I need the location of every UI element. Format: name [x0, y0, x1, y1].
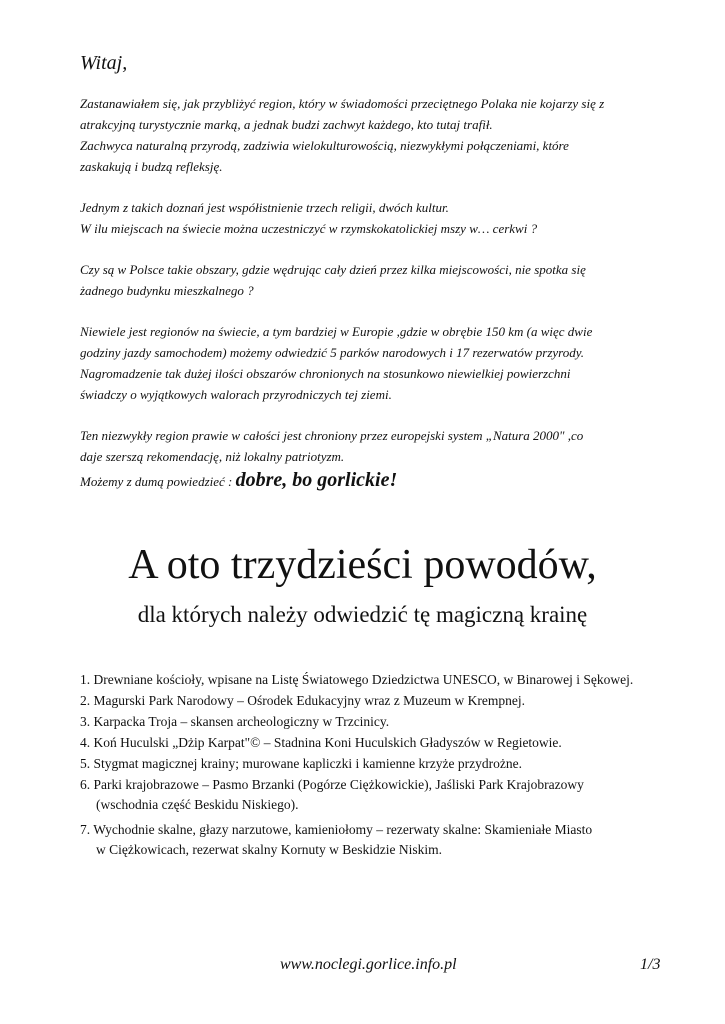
list-item: 2. Magurski Park Narodowy – Ośrodek Edukacyjny wraz z Muzeum w Krempnej. [80, 693, 526, 708]
intro-line: Czy są w Polsce takie obszary, gdzie wędrując cały dzień przez kilka miejscowości, nie spotka się [80, 262, 586, 277]
list-item: 4. Koń Huculski „Dżip Karpat"© – Stadnina Koni Huculskich Gładyszów w Regietowie. [80, 735, 562, 750]
intro-line: atrakcyjną turystycznie marką, a jednak budzi zachwyt każdego, kto tutaj trafił. [80, 117, 493, 132]
subheadline: dla których należy odwiedzić tę magiczną krainę [137, 602, 588, 627]
intro-line: godziny jazdy samochodem) możemy odwiedzić 5 parków narodowych i 17 rezerwatów przyrody. [80, 345, 585, 360]
headline: A oto trzydzieści powodów, [128, 542, 597, 588]
intro-line: żadnego budynku mieszkalnego ? [80, 283, 254, 298]
list-item-text: 6. Parki krajobrazowe – Pasmo Brzanki (Pogórze Ciężkowickie), Jaśliski Park Krajobrazowy [80, 777, 584, 792]
intro-line: Zachwyca naturalną przyrodą, zadziwia wielokulturowością, niezwykłymi połączeniami, które [80, 138, 569, 153]
intro-line: świadczy o wyjątkowych walorach przyrodniczych tej ziemi. [80, 387, 392, 402]
list-item [80, 775, 690, 815]
intro-line: Ten niezwykły region prawie w całości jest chroniony przez europejski system „Natura 2000" ,co [80, 428, 584, 443]
slogan-line [80, 470, 690, 492]
list-item: 1. Drewniane kościoły, wpisane na Listę Światowego Dziedzictwa UNESCO, w Binarowej i Sękowej. [80, 672, 634, 687]
intro-line: zaskakują i budzą refleksję. [80, 159, 223, 174]
slogan: dobre, bo gorlickie! [235, 469, 398, 491]
list-item: 3. Karpacka Troja – skansen archeologiczny w Trzcinicy. [80, 714, 390, 729]
list-item-continuation: w Ciężkowicach, rezerwat skalny Kornuty w Beskidzie Niskim. [96, 842, 443, 857]
list-item-text: 7. Wychodnie skalne, głazy narzutowe, kamieniołomy – rezerwaty skalne: Skamieniałe Miasto [80, 822, 593, 837]
intro-line: Zastanawiałem się, jak przybliżyć region, który w świadomości przeciętnego Polaka nie kojarzy się z [80, 96, 605, 111]
page-number: 1/3 [640, 956, 661, 973]
intro-line: Nagromadzenie tak dużej ilości obszarów chronionych na stosunkowo niewielkiej powierzchni [80, 366, 571, 381]
slogan-lead: Możemy z dumą powiedzieć : [80, 474, 236, 489]
reasons-list [80, 670, 690, 861]
list-item-continuation: (wschodnia część Beskidu Niskiego). [96, 797, 299, 812]
intro-line: Jednym z takich doznań jest współistnienie trzech religii, dwóch kultur. [80, 200, 449, 215]
intro-text [80, 93, 690, 492]
list-item [80, 820, 690, 860]
footer-url-link[interactable]: www.noclegi.gorlice.info.pl [280, 956, 457, 973]
intro-line: W ilu miejscach na świecie można uczestniczyć w rzymskokatolickiej mszy w… cerkwi ? [80, 221, 538, 236]
list-item: 5. Stygmat magicznej krainy; murowane kapliczki i kamienne krzyże przydrożne. [80, 756, 522, 771]
intro-line: daje szerszą rekomendację, niż lokalny patriotyzm. [80, 449, 345, 464]
greeting: Witaj, [80, 52, 128, 74]
intro-line: Niewiele jest regionów na świecie, a tym bardziej w Europie ,gdzie w obrębie 150 km (a więc dwie [80, 324, 593, 339]
